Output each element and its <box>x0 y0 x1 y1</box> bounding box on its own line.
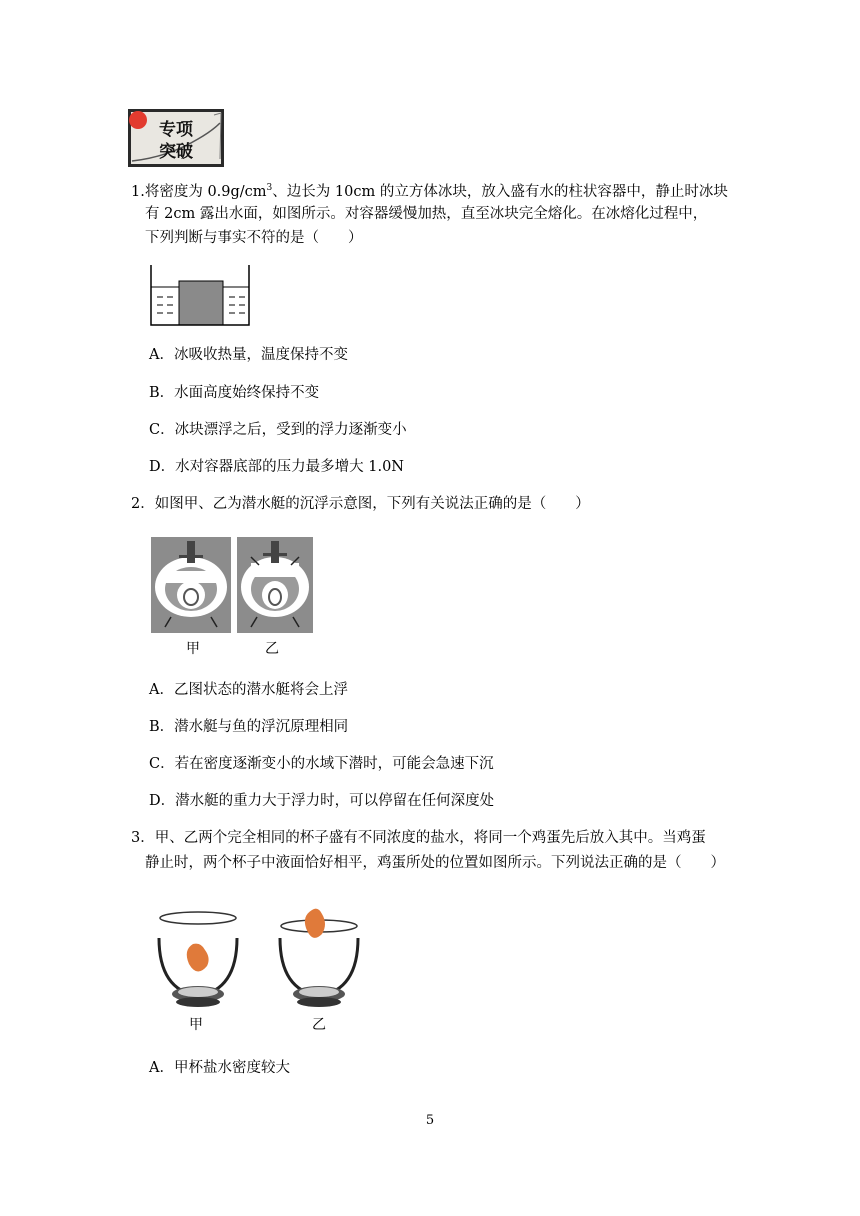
q1-line2: 有 2cm 露出水面，如图所示。对容器缓慢加热，直至冰块完全熔化。在冰熔化过程中， <box>145 206 708 222</box>
q3-option-a: A．甲杯盐水密度较大 <box>149 1060 290 1076</box>
egg-icon <box>305 909 325 938</box>
q1-sup: 3 <box>266 183 273 193</box>
q1-option-a: A．冰吸收热量，温度保持不变 <box>149 347 348 363</box>
q3-glass-figure-jia <box>153 898 243 1014</box>
q1-line3: 下列判断与事实不符的是（ ） <box>145 230 363 246</box>
q1-line1-b: 、边长为 10cm 的立方体冰块，放入盛有水的柱状容器中，静止时冰块 <box>272 183 728 200</box>
q2-option-a: A．乙图状态的潜水艇将会上浮 <box>149 682 348 698</box>
badge-line1: 专项 <box>159 120 193 140</box>
q2-option-d: D．潜水艇的重力大于浮力时，可以停留在任何深度处 <box>149 793 495 809</box>
q3-caption-jia: 甲 <box>189 1017 203 1033</box>
q3-caption-yi: 乙 <box>312 1017 326 1033</box>
q2-submarine-figure-jia <box>151 537 231 637</box>
red-seal-icon <box>129 111 147 129</box>
q2-option-c: C．若在密度逐渐变小的水域下潜时，可能会急速下沉 <box>149 756 494 772</box>
badge-line2: 突破 <box>159 142 193 162</box>
q2-caption-jia: 甲 <box>186 641 200 657</box>
q1-line1-a: 1.将密度为 0.9g/cm <box>131 183 267 200</box>
q3-line2: 静止时，两个杯子中液面恰好相平，鸡蛋所处的位置如图所示。下列说法正确的是（ ） <box>145 855 725 871</box>
q3-glass-figure-yi <box>274 898 364 1014</box>
q1-option-d: D．水对容器底部的压力最多增大 1.0N <box>149 459 404 475</box>
q2-line1: 2．如图甲、乙为潜水艇的沉浮示意图，下列有关说法正确的是（ ） <box>131 496 590 512</box>
q1-container-figure <box>149 265 251 331</box>
q1-line1 <box>131 178 728 202</box>
ice-block <box>179 281 223 325</box>
q2-caption-yi: 乙 <box>265 641 279 657</box>
egg-icon <box>187 944 209 972</box>
section-badge <box>128 109 224 167</box>
q1-option-c: C．冰块漂浮之后，受到的浮力逐渐变小 <box>149 422 407 438</box>
q2-submarine-figure-yi <box>237 537 313 637</box>
q3-line1: 3．甲、乙两个完全相同的杯子盛有不同浓度的盐水，将同一个鸡蛋先后放入其中。当鸡蛋 <box>131 830 706 846</box>
q2-option-b: B．潜水艇与鱼的浮沉原理相同 <box>149 719 349 735</box>
q1-option-b: B．水面高度始终保持不变 <box>149 385 320 401</box>
page-number: 5 <box>425 1113 435 1128</box>
